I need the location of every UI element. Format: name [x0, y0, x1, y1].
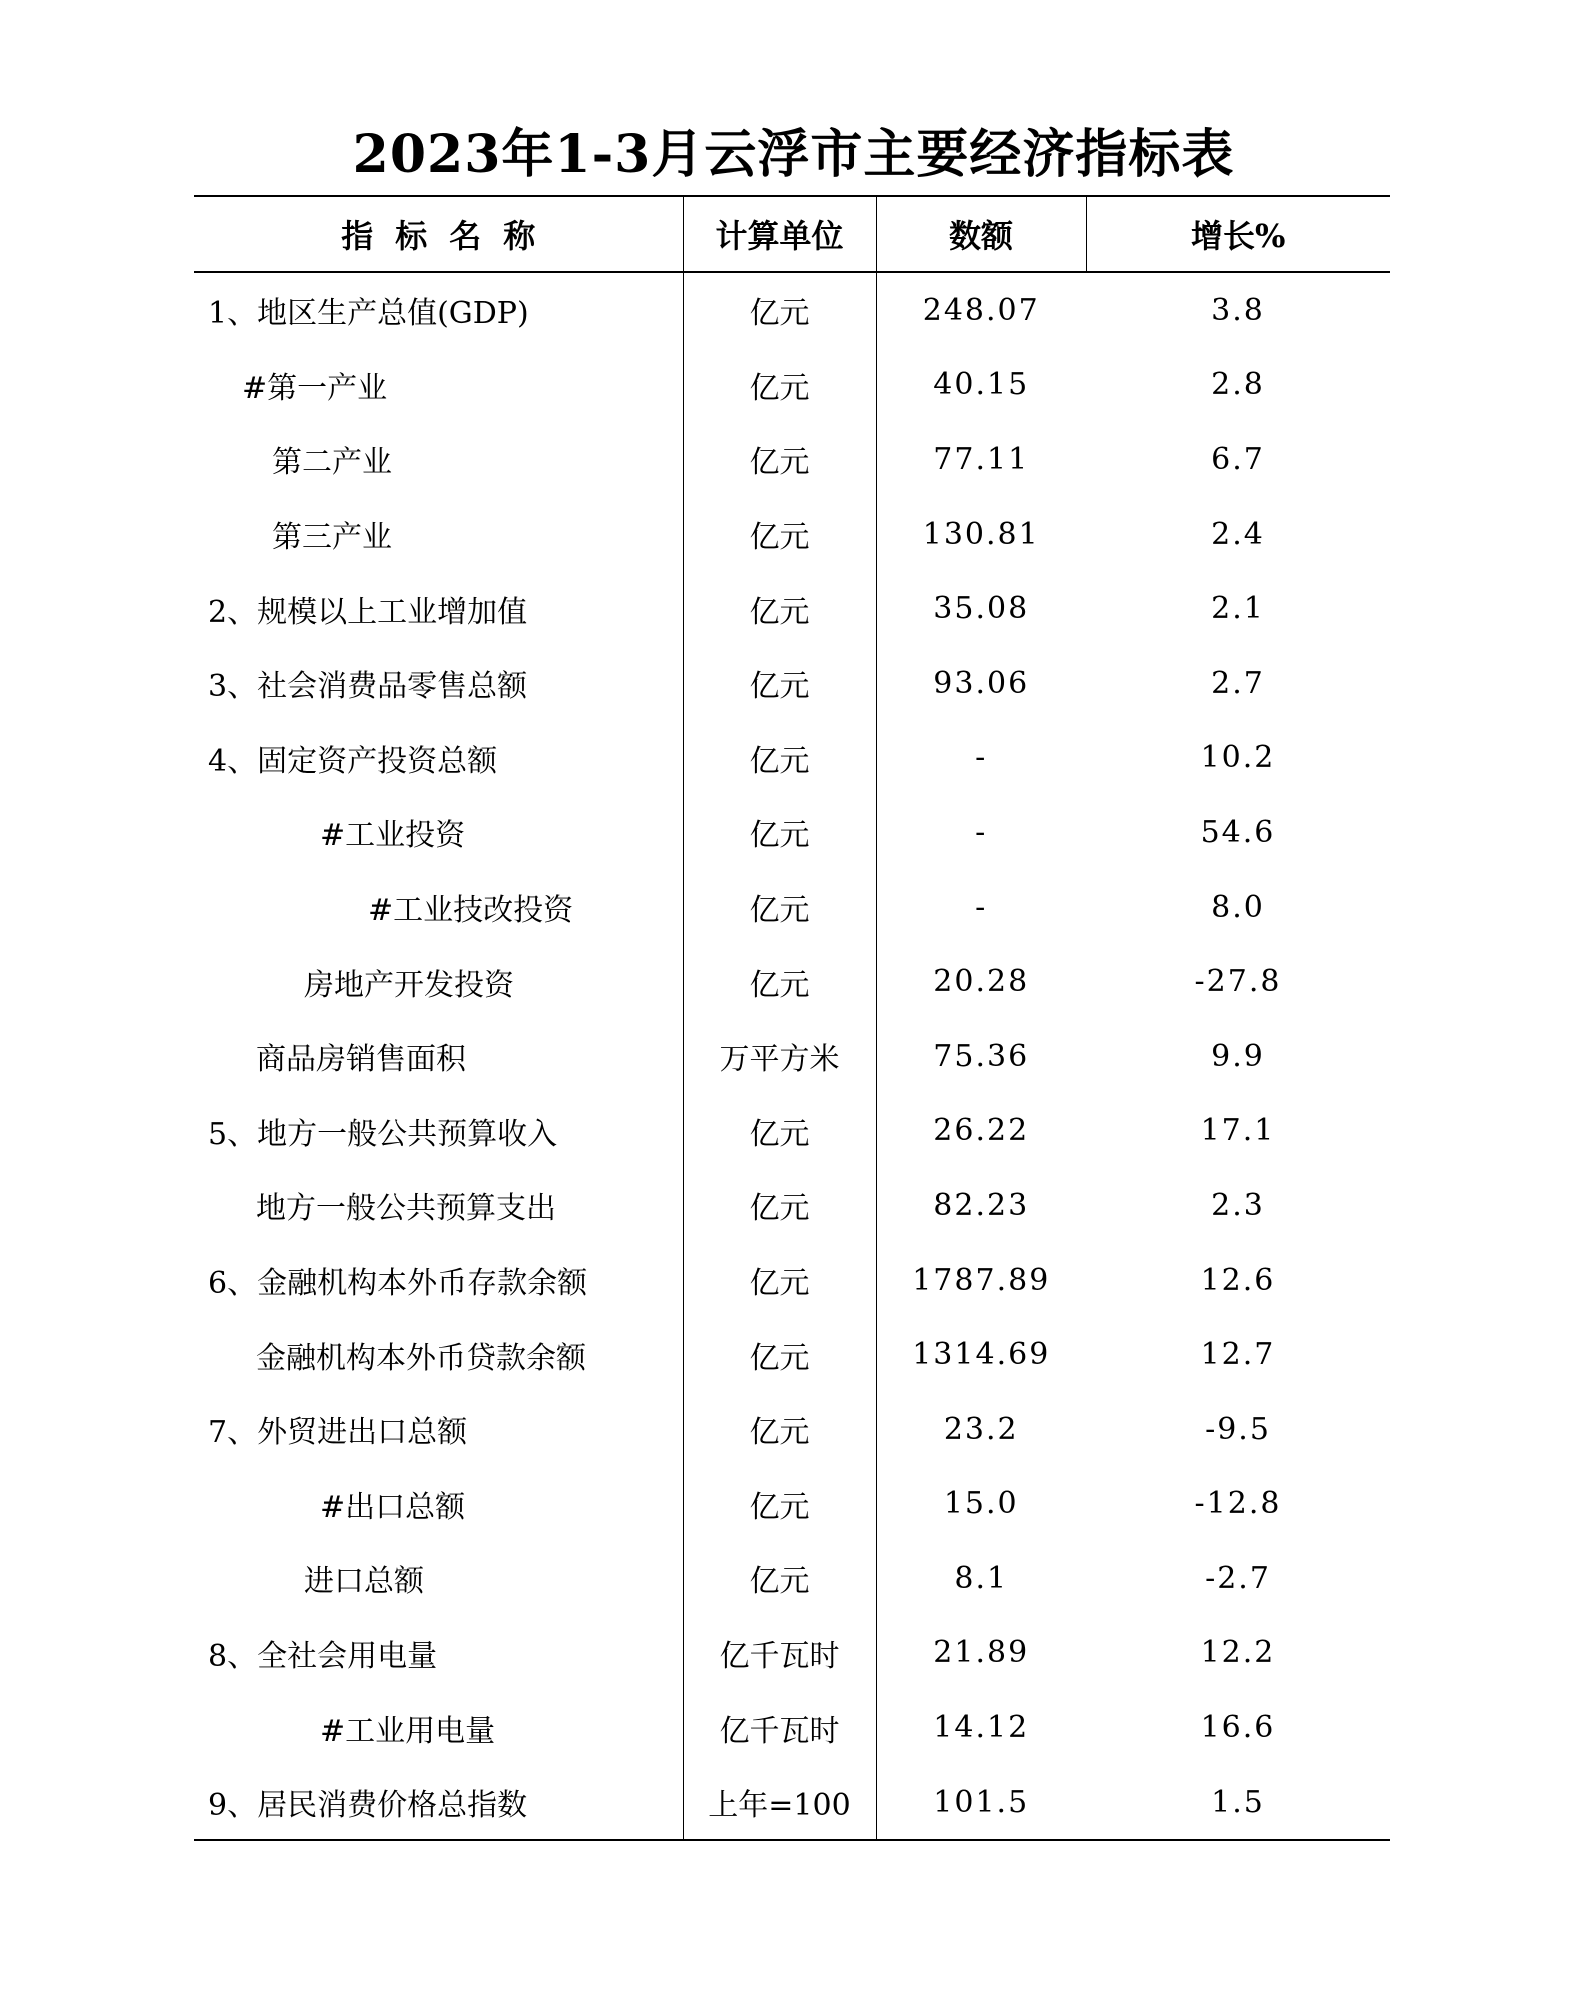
row-name: 金融机构本外币贷款余额: [194, 1317, 683, 1392]
row-name: #工业技改投资: [194, 870, 683, 945]
row-name: 进口总额: [194, 1541, 683, 1616]
row-unit: 亿元: [683, 497, 876, 572]
row-growth: 12.2: [1200, 1635, 1276, 1671]
row-amount: 1787.89: [912, 1262, 1051, 1298]
table-row: [194, 1168, 1390, 1243]
row-growth: 3.8: [1211, 292, 1265, 328]
table-row: [194, 422, 1390, 497]
row-name: 7、外贸进出口总额: [194, 1392, 683, 1467]
row-growth: 9.9: [1211, 1038, 1265, 1074]
row-amount: 248.07: [922, 292, 1040, 328]
row-unit: 亿元: [683, 870, 876, 945]
table-row: [194, 272, 1390, 348]
row-unit: 亿元: [683, 422, 876, 497]
table-row: [194, 870, 1390, 945]
indicator-table: [194, 195, 1390, 1841]
table-row: [194, 571, 1390, 646]
table-row: [194, 1690, 1390, 1765]
row-amount: 21.89: [933, 1635, 1030, 1671]
row-unit: 亿元: [683, 571, 876, 646]
row-unit: 亿元: [683, 646, 876, 721]
page-title: 2023年1-3月云浮市主要经济指标表: [352, 124, 1235, 185]
row-amount: 35.08: [933, 591, 1030, 627]
row-amount: 101.5: [876, 1765, 1086, 1841]
row-unit: 亿元: [683, 944, 876, 1019]
row-name: 2、规模以上工业增加值: [194, 571, 683, 646]
row-growth: 12.7: [1200, 1337, 1276, 1373]
row-growth: -9.5: [1205, 1411, 1271, 1447]
row-amount: 82.23: [933, 1187, 1030, 1223]
row-unit: 亿元: [683, 348, 876, 423]
row-name: #出口总额: [194, 1467, 683, 1542]
table-header-row: [194, 196, 1390, 272]
row-growth: 2.1: [1211, 591, 1265, 627]
row-amount: 20.28: [933, 964, 1030, 1000]
table-row: [194, 721, 1390, 796]
row-name: 9、居民消费价格总指数: [194, 1765, 683, 1841]
row-unit: 亿千瓦时: [683, 1616, 876, 1691]
table-row: [194, 944, 1390, 1019]
row-growth: 2.7: [1211, 665, 1265, 701]
row-amount: 8.1: [954, 1560, 1009, 1596]
row-name: 8、全社会用电量: [194, 1616, 683, 1691]
table-row: [194, 348, 1390, 423]
table-row: [194, 1765, 1390, 1841]
table-row: [194, 1616, 1390, 1691]
row-name: #第一产业: [194, 348, 683, 423]
row-unit: 亿元: [683, 272, 876, 348]
row-unit: 亿元: [683, 1541, 876, 1616]
row-unit: 亿元: [683, 1243, 876, 1318]
table-row: [194, 1317, 1390, 1392]
row-name: 3、社会消费品零售总额: [194, 646, 683, 721]
row-unit: 亿元: [683, 721, 876, 796]
row-unit: 亿元: [683, 1094, 876, 1169]
header-name: 指标名称: [194, 196, 683, 272]
table-row: [194, 795, 1390, 870]
row-growth: 17.1: [1200, 1113, 1276, 1149]
row-amount: 14.12: [933, 1710, 1030, 1746]
row-growth: 2.8: [1211, 367, 1265, 403]
row-unit: 亿元: [683, 1392, 876, 1467]
table-row: [194, 1094, 1390, 1169]
table-row: [194, 497, 1390, 572]
row-unit: 亿元: [683, 1467, 876, 1542]
row-amount: 77.11: [933, 441, 1030, 477]
row-growth: 1.5: [1086, 1765, 1390, 1841]
table-row: [194, 1019, 1390, 1094]
header-amount: 数额: [876, 196, 1086, 272]
row-name: 第二产业: [194, 422, 683, 497]
header-unit: 计算单位: [683, 196, 876, 272]
row-growth: 2.3: [1211, 1187, 1265, 1223]
row-growth: 6.7: [1211, 441, 1265, 477]
row-name: 6、金融机构本外币存款余额: [194, 1243, 683, 1318]
row-unit: 亿元: [683, 1168, 876, 1243]
row-growth: 12.6: [1200, 1262, 1276, 1298]
row-amount: 130.81: [922, 516, 1040, 552]
row-amount: 93.06: [933, 665, 1030, 701]
row-unit: 亿元: [683, 1317, 876, 1392]
row-amount: -: [975, 814, 988, 850]
row-amount: 15.0: [943, 1486, 1019, 1522]
row-name: 4、固定资产投资总额: [194, 721, 683, 796]
row-name: 5、地方一般公共预算收入: [194, 1094, 683, 1169]
row-name: 1、地区生产总值(GDP): [194, 272, 683, 348]
row-amount: 23.2: [943, 1411, 1019, 1447]
table-row: [194, 1467, 1390, 1542]
row-growth: -27.8: [1194, 964, 1282, 1000]
row-growth: 2.4: [1211, 516, 1265, 552]
row-growth: -2.7: [1205, 1560, 1271, 1596]
row-name: 商品房销售面积: [194, 1019, 683, 1094]
table-row: [194, 1243, 1390, 1318]
row-unit: 万平方米: [683, 1019, 876, 1094]
row-growth: 16.6: [1200, 1710, 1276, 1746]
row-name: 地方一般公共预算支出: [194, 1168, 683, 1243]
row-growth: -12.8: [1194, 1486, 1282, 1522]
row-amount: 75.36: [933, 1038, 1030, 1074]
row-growth: 10.2: [1200, 740, 1276, 776]
table-row: [194, 1392, 1390, 1467]
row-unit: 亿千瓦时: [683, 1690, 876, 1765]
row-name: #工业投资: [194, 795, 683, 870]
row-amount: 1314.69: [912, 1337, 1051, 1373]
row-amount: -: [975, 740, 988, 776]
row-growth: 8.0: [1211, 889, 1265, 925]
row-name: #工业用电量: [194, 1690, 683, 1765]
table-row: [194, 1541, 1390, 1616]
row-amount: 26.22: [933, 1113, 1030, 1149]
row-growth: 54.6: [1200, 814, 1276, 850]
row-name: 房地产开发投资: [194, 944, 683, 1019]
row-amount: 40.15: [933, 367, 1030, 403]
row-name: 第三产业: [194, 497, 683, 572]
row-unit: 亿元: [683, 795, 876, 870]
header-growth: 增长%: [1086, 196, 1390, 272]
row-unit: 上年=100: [683, 1765, 876, 1841]
table-row: [194, 646, 1390, 721]
row-amount: -: [975, 889, 988, 925]
